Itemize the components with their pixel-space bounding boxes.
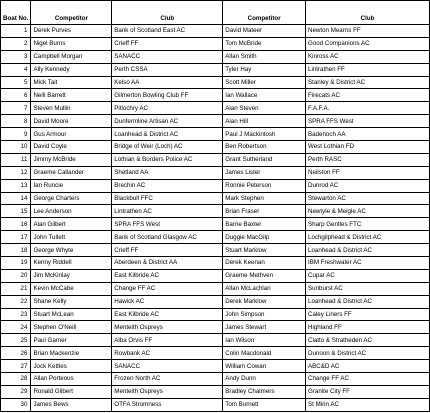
boat-number-cell[interactable]: 19 xyxy=(1,257,31,270)
club-2-cell[interactable]: Change FF AC xyxy=(306,373,430,386)
club-1-cell[interactable]: OTFA Stromness xyxy=(112,398,223,411)
competitor-2-cell[interactable]: Derek Marklow xyxy=(223,295,306,308)
boat-number-cell[interactable]: 16 xyxy=(1,218,31,231)
club-1-cell[interactable]: SANACC xyxy=(112,360,223,373)
table-row xyxy=(1,347,430,360)
competitor-2-cell[interactable]: David Mateer xyxy=(223,25,306,38)
boat-number-cell[interactable]: 1 xyxy=(1,25,31,38)
boat-number-cell[interactable]: 17 xyxy=(1,231,31,244)
club-2-cell[interactable]: Kinross AC xyxy=(306,50,430,63)
club-1-cell[interactable]: Pitlochry AC xyxy=(112,102,223,115)
table-row xyxy=(1,141,430,154)
header-boat-no[interactable]: Boat No. xyxy=(1,1,31,25)
header-competitor-1[interactable]: Competitor xyxy=(31,1,112,25)
boat-number-cell[interactable]: 7 xyxy=(1,102,31,115)
boat-number-cell[interactable]: 2 xyxy=(1,37,31,50)
competitor-1-cell[interactable]: Paul Garner xyxy=(31,334,112,347)
table-row xyxy=(1,373,430,386)
competitor-1-cell[interactable]: George Whyte xyxy=(31,244,112,257)
table-row xyxy=(1,295,430,308)
boat-number-cell[interactable]: 8 xyxy=(1,115,31,128)
competitor-1-cell[interactable]: Steven Mullin xyxy=(31,102,112,115)
competitor-1-cell[interactable]: James Bews xyxy=(31,398,112,411)
competitor-1-cell[interactable]: Ronald Gilbert xyxy=(31,385,112,398)
competitor-2-cell[interactable]: James Lister xyxy=(223,166,306,179)
table-row xyxy=(1,269,430,282)
competitor-1-cell[interactable]: Jock Kettles xyxy=(31,360,112,373)
boat-number-cell[interactable]: 28 xyxy=(1,373,31,386)
competitor-2-cell[interactable]: Ian Wilson xyxy=(223,334,306,347)
club-1-cell[interactable]: Crieff FF xyxy=(112,37,223,50)
competitor-2-cell[interactable]: Ben Robertson xyxy=(223,141,306,154)
competitor-2-cell[interactable]: Alan Steven xyxy=(223,102,306,115)
boat-number-cell[interactable]: 15 xyxy=(1,205,31,218)
table-row xyxy=(1,25,430,38)
table-row xyxy=(1,231,430,244)
competitor-2-cell[interactable]: Colin Macdonald xyxy=(223,347,306,360)
club-1-cell[interactable]: East Kilbride AC xyxy=(112,269,223,282)
competitor-2-cell[interactable]: William Cowan xyxy=(223,360,306,373)
club-1-cell[interactable]: Lothian & Borders Police AC xyxy=(112,153,223,166)
boat-number-cell[interactable]: 6 xyxy=(1,89,31,102)
club-2-cell[interactable]: West Lothian FD xyxy=(306,141,430,154)
boat-number-cell[interactable]: 27 xyxy=(1,360,31,373)
table-row xyxy=(1,50,430,63)
competitor-1-cell[interactable]: David Coyle xyxy=(31,141,112,154)
club-2-cell[interactable]: Neilston FF xyxy=(306,166,430,179)
club-1-cell[interactable]: Dunfermline Artisan AC xyxy=(112,115,223,128)
competitor-1-cell[interactable]: Campbell Morgan xyxy=(31,50,112,63)
club-1-cell[interactable]: Menteith Ospreys xyxy=(112,321,223,334)
boat-number-cell[interactable]: 24 xyxy=(1,321,31,334)
competitor-2-cell[interactable]: Tom McBride xyxy=(223,37,306,50)
club-1-cell[interactable]: SANACC xyxy=(112,50,223,63)
competitor-2-cell[interactable]: Bradley Chalmers xyxy=(223,385,306,398)
club-2-cell[interactable]: IBM Freshwater AC xyxy=(306,257,430,270)
competitor-2-cell[interactable]: James Stewart xyxy=(223,321,306,334)
club-2-cell[interactable]: SPRA FFS West xyxy=(306,115,430,128)
competitor-2-cell[interactable]: Andy Dunn xyxy=(223,373,306,386)
club-1-cell[interactable]: Aberdeen & District AA xyxy=(112,257,223,270)
boat-number-cell[interactable]: 20 xyxy=(1,269,31,282)
competitor-1-cell[interactable]: Kevin McCabe xyxy=(31,282,112,295)
club-1-cell[interactable]: Kelso AA xyxy=(112,76,223,89)
competitor-1-cell[interactable]: Brian Mackenzie xyxy=(31,347,112,360)
boat-number-cell[interactable]: 18 xyxy=(1,244,31,257)
club-1-cell[interactable]: Bank of Scotland Glasgow AC xyxy=(112,231,223,244)
competitor-1-cell[interactable]: David Moore xyxy=(31,115,112,128)
boat-number-cell[interactable]: 9 xyxy=(1,128,31,141)
table-row xyxy=(1,334,430,347)
competitor-2-cell[interactable]: Allan McLachlan xyxy=(223,282,306,295)
table-body xyxy=(1,25,430,412)
club-2-cell[interactable]: Lochgilphead & District AC xyxy=(306,231,430,244)
club-2-cell[interactable]: Granite City FF xyxy=(306,385,430,398)
club-2-cell[interactable]: Good Companions AC xyxy=(306,37,430,50)
competitor-1-cell[interactable]: Ian Runcie xyxy=(31,179,112,192)
club-1-cell[interactable]: Shetland AA xyxy=(112,166,223,179)
boat-number-cell[interactable]: 26 xyxy=(1,347,31,360)
competitor-2-cell[interactable]: Alan Hill xyxy=(223,115,306,128)
competitor-2-cell[interactable]: Barrie Baxter xyxy=(223,218,306,231)
competitor-1-cell[interactable]: Stephen O'Neill xyxy=(31,321,112,334)
boat-number-cell[interactable]: 29 xyxy=(1,385,31,398)
competitor-2-cell[interactable]: Grant Sutherland xyxy=(223,153,306,166)
competitor-1-cell[interactable]: Jim McKinlay xyxy=(31,269,112,282)
club-1-cell[interactable]: Brechin AC xyxy=(112,179,223,192)
club-1-cell[interactable]: Rowbank AC xyxy=(112,347,223,360)
competitor-2-cell[interactable]: Tom Burnett xyxy=(223,398,306,411)
header-club-1[interactable]: Club xyxy=(112,1,223,25)
club-2-cell[interactable]: Sunburst AC xyxy=(306,282,430,295)
club-2-cell[interactable]: Firecats AC xyxy=(306,89,430,102)
competitor-1-cell[interactable]: Kenny Riddell xyxy=(31,257,112,270)
competitor-1-cell[interactable]: John Tullett xyxy=(31,231,112,244)
table-row xyxy=(1,192,430,205)
competitor-2-cell[interactable]: Allan Smith xyxy=(223,50,306,63)
header-club-2[interactable]: Club xyxy=(306,1,430,25)
club-1-cell[interactable]: Hawick AC xyxy=(112,295,223,308)
competitor-1-cell[interactable]: Mick Tait xyxy=(31,76,112,89)
competitor-2-cell[interactable]: Paul J Mackintosh xyxy=(223,128,306,141)
table-row xyxy=(1,257,430,270)
competitor-1-cell[interactable]: Stuart McLean xyxy=(31,308,112,321)
competitor-2-cell[interactable]: Mark Stephen xyxy=(223,192,306,205)
club-2-cell[interactable]: F.A.F.A. xyxy=(306,102,430,115)
header-row xyxy=(1,1,430,25)
competitor-1-cell[interactable]: Lee Anderson xyxy=(31,205,112,218)
competitor-1-cell[interactable]: Allan Porteous xyxy=(31,373,112,386)
club-1-cell[interactable]: Lintrathen AC xyxy=(112,205,223,218)
table-row xyxy=(1,76,430,89)
competitor-2-cell[interactable]: Graeme Methven xyxy=(223,269,306,282)
club-1-cell[interactable]: Bank of Scotland East AC xyxy=(112,25,223,38)
club-2-cell[interactable]: Perth RASC xyxy=(306,153,430,166)
club-2-cell[interactable]: ABC&D AC xyxy=(306,360,430,373)
table-row xyxy=(1,218,430,231)
club-2-cell[interactable]: Sharp Gentles FTC xyxy=(306,218,430,231)
table-row xyxy=(1,89,430,102)
competitor-2-cell[interactable]: Duggie MacGilp xyxy=(223,231,306,244)
competitor-2-cell[interactable]: Scott Miller xyxy=(223,76,306,89)
club-1-cell[interactable]: Frozen North AC xyxy=(112,373,223,386)
boat-number-cell[interactable]: 5 xyxy=(1,76,31,89)
boat-number-cell[interactable]: 22 xyxy=(1,295,31,308)
club-1-cell[interactable]: Menteith Ospreys xyxy=(112,385,223,398)
boat-number-cell[interactable]: 25 xyxy=(1,334,31,347)
table-row xyxy=(1,398,430,411)
boat-number-cell[interactable]: 4 xyxy=(1,63,31,76)
club-1-cell[interactable]: Alba Orvis FF xyxy=(112,334,223,347)
boat-number-cell[interactable]: 23 xyxy=(1,308,31,321)
competitor-2-cell[interactable]: Stuart Marklow xyxy=(223,244,306,257)
header-competitor-2[interactable]: Competitor xyxy=(223,1,306,25)
boat-number-cell[interactable]: 11 xyxy=(1,153,31,166)
boat-number-cell[interactable]: 12 xyxy=(1,166,31,179)
competitor-1-cell[interactable]: Alan Gilbert xyxy=(31,218,112,231)
boat-number-cell[interactable]: 13 xyxy=(1,179,31,192)
club-2-cell[interactable]: St Mirin AC xyxy=(306,398,430,411)
club-1-cell[interactable]: Blackbull FFC xyxy=(112,192,223,205)
club-2-cell[interactable]: Clatto & Stratheden AC xyxy=(306,334,430,347)
table-row xyxy=(1,128,430,141)
club-1-cell[interactable]: Crieff FF xyxy=(112,244,223,257)
table-row xyxy=(1,205,430,218)
table-row xyxy=(1,244,430,257)
table-row xyxy=(1,63,430,76)
table-row xyxy=(1,153,430,166)
table-row xyxy=(1,166,430,179)
competitor-1-cell[interactable]: Nigel Burns xyxy=(31,37,112,50)
boat-number-cell[interactable]: 21 xyxy=(1,282,31,295)
club-1-cell[interactable]: Loanhead & District AC xyxy=(112,128,223,141)
competitor-1-cell[interactable]: Ally Kennedy xyxy=(31,63,112,76)
club-1-cell[interactable]: SPRA FFS West xyxy=(112,218,223,231)
boat-number-cell[interactable]: 3 xyxy=(1,50,31,63)
table-row xyxy=(1,115,430,128)
club-2-cell[interactable]: Loanhead & District AC xyxy=(306,244,430,257)
club-2-cell[interactable]: Stanley & District AC xyxy=(306,76,430,89)
competitor-2-cell[interactable]: Ronnie Peterson xyxy=(223,179,306,192)
club-1-cell[interactable]: Gilmerton Bowling Club FF xyxy=(112,89,223,102)
boat-number-cell[interactable]: 30 xyxy=(1,398,31,411)
competitor-1-cell[interactable]: Derek Purves xyxy=(31,25,112,38)
table-row xyxy=(1,37,430,50)
competitor-1-cell[interactable]: George Charters xyxy=(31,192,112,205)
table-row xyxy=(1,385,430,398)
club-2-cell[interactable]: Caley Liners FF xyxy=(306,308,430,321)
competitor-2-cell[interactable]: Ian Wallace xyxy=(223,89,306,102)
club-2-cell[interactable]: Stewarton AC xyxy=(306,192,430,205)
table-row xyxy=(1,179,430,192)
competitor-1-cell[interactable]: Gus Armour xyxy=(31,128,112,141)
club-2-cell[interactable]: Newtyle & Meigle AC xyxy=(306,205,430,218)
club-2-cell[interactable]: Cupar AC xyxy=(306,269,430,282)
club-2-cell[interactable]: Dunrod AC xyxy=(306,179,430,192)
club-2-cell[interactable]: Loanhead & District AC xyxy=(306,295,430,308)
competitor-1-cell[interactable]: Graeme Callander xyxy=(31,166,112,179)
club-2-cell[interactable]: Highland FF xyxy=(306,321,430,334)
competitor-1-cell[interactable]: Shane Kelly xyxy=(31,295,112,308)
table-row xyxy=(1,308,430,321)
boat-number-cell[interactable]: 14 xyxy=(1,192,31,205)
table-row xyxy=(1,321,430,334)
competitor-2-cell[interactable]: Tyler Hay xyxy=(223,63,306,76)
competitor-1-cell[interactable]: Jimmy McBride xyxy=(31,153,112,166)
club-2-cell[interactable]: Newton Mearns FF xyxy=(306,25,430,38)
table-row xyxy=(1,102,430,115)
club-1-cell[interactable]: Change FF AC xyxy=(112,282,223,295)
club-2-cell[interactable]: Lintrathen FF xyxy=(306,63,430,76)
competitor-2-cell[interactable]: John Simpson xyxy=(223,308,306,321)
club-1-cell[interactable]: Perth CSSA xyxy=(112,63,223,76)
club-2-cell[interactable]: Dunoon & District AC xyxy=(306,347,430,360)
competitor-2-cell[interactable]: Brian Fraser xyxy=(223,205,306,218)
club-2-cell[interactable]: Badenoch AA xyxy=(306,128,430,141)
table-row xyxy=(1,282,430,295)
boat-number-cell[interactable]: 10 xyxy=(1,141,31,154)
competitor-2-cell[interactable]: Derek Keenan xyxy=(223,257,306,270)
competitor-1-cell[interactable]: Neill Barrett xyxy=(31,89,112,102)
club-1-cell[interactable]: East Kilbride AC xyxy=(112,308,223,321)
table-row xyxy=(1,360,430,373)
club-1-cell[interactable]: Bridge of Weir (Loch) AC xyxy=(112,141,223,154)
